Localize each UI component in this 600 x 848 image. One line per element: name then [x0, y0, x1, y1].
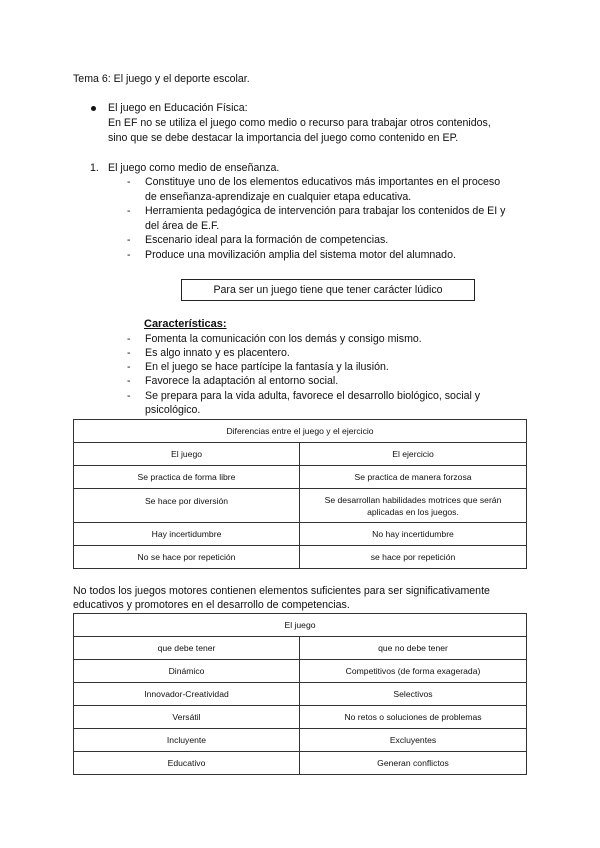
characteristic-item: psicológico.: [145, 404, 201, 416]
table-cell: No retos o soluciones de problemas: [300, 706, 527, 729]
table-row: [74, 546, 527, 569]
dash-marker: -: [127, 205, 131, 217]
dash-marker: -: [127, 333, 131, 345]
table-row: [74, 660, 527, 683]
list-item-line: Herramienta pedagógica de intervención para trabajar los contenidos de EI y: [145, 205, 506, 217]
dash-marker: -: [127, 390, 131, 402]
dash-marker: -: [127, 234, 131, 246]
dash-marker: -: [127, 176, 131, 188]
section1-heading: El juego en Educación Física:: [108, 102, 248, 114]
table-header-row: [74, 637, 527, 660]
table-caption: Diferencias entre el juego y el ejercicio: [74, 420, 527, 443]
table-cell: Versátil: [74, 706, 300, 729]
dash-marker: -: [127, 347, 131, 359]
characteristic-item: Fomenta la comunicación con los demás y consigo mismo.: [145, 333, 422, 345]
table-header-row: [74, 443, 527, 466]
table-cell: se hace por repetición: [300, 546, 527, 569]
section2-heading: El juego como medio de enseñanza.: [108, 162, 280, 174]
table-cell: No se hace por repetición: [74, 546, 300, 569]
table-row: [74, 706, 527, 729]
table-row: [74, 466, 527, 489]
table-row: [74, 729, 527, 752]
column-header: que debe tener: [74, 637, 300, 660]
differences-table: [73, 419, 527, 569]
table-caption-row: [74, 420, 527, 443]
juego-table: [73, 613, 527, 775]
list-item-line: Constituye uno de los elementos educativos más importantes en el proceso: [145, 176, 501, 188]
table-cell: Se desarrollan habilidades motrices que serán aplicadas en los juegos.: [300, 489, 527, 523]
table-cell: Generan conflictos: [300, 752, 527, 775]
table-row: [74, 683, 527, 706]
table-cell: Selectivos: [300, 683, 527, 706]
table-row: [74, 489, 527, 523]
paragraph-line: No todos los juegos motores contienen elementos suficientes para ser significativamente: [73, 585, 490, 597]
table-cell: Innovador-Creatividad: [74, 683, 300, 706]
dash-marker: -: [127, 361, 131, 373]
table-cell: Se practica de forma libre: [74, 466, 300, 489]
table-cell: Incluyente: [74, 729, 300, 752]
table-cell: Hay incertidumbre: [74, 523, 300, 546]
table-cell: Competitivos (de forma exagerada): [300, 660, 527, 683]
paragraph-line: educativos y promotores en el desarrollo de competencias.: [73, 599, 350, 611]
table-cell: Excluyentes: [300, 729, 527, 752]
table-cell: Se hace por diversión: [74, 489, 300, 523]
table-row: [74, 752, 527, 775]
characteristic-item: En el juego se hace partícipe la fantasía y la ilusión.: [145, 361, 389, 373]
column-header: El juego: [74, 443, 300, 466]
table-caption-row: [74, 614, 527, 637]
list-item-line: de enseñanza-aprendizaje en cualquier etapa educativa.: [145, 191, 412, 203]
section1-line: sino que se debe destacar la importancia del juego como contenido en EP.: [108, 132, 459, 144]
characteristic-item: Se prepara para la vida adulta, favorece el desarrollo biológico, social y: [145, 390, 481, 402]
characteristic-item: Es algo innato y es placentero.: [145, 347, 290, 359]
dash-marker: -: [127, 375, 131, 387]
list-item-line: Escenario ideal para la formación de competencias.: [145, 234, 389, 246]
table-caption: El juego: [74, 614, 527, 637]
characteristics-title: Características:: [144, 318, 227, 330]
list-item-line: Produce una movilización amplia del sistema motor del alumnado.: [145, 249, 456, 261]
document-title: Tema 6: El juego y el deporte escolar.: [73, 73, 250, 85]
table-cell: No hay incertidumbre: [300, 523, 527, 546]
table-cell: Se practica de manera forzosa: [300, 466, 527, 489]
characteristic-item: Favorece la adaptación al entorno social.: [145, 375, 339, 387]
section1-line: En EF no se utiliza el juego como medio o recurso para trabajar otros contenidos,: [108, 117, 491, 129]
table-cell: Educativo: [74, 752, 300, 775]
table-cell: Dinámico: [74, 660, 300, 683]
column-header: El ejercicio: [300, 443, 527, 466]
dash-marker: -: [127, 249, 131, 261]
bullet-dot-icon: [91, 106, 96, 111]
table-row: [74, 523, 527, 546]
list-item-line: del área de E.F.: [145, 220, 220, 232]
column-header: que no debe tener: [300, 637, 527, 660]
ludic-note-box: Para ser un juego tiene que tener carácter lúdico: [181, 279, 475, 301]
section2-number: 1.: [90, 162, 99, 174]
